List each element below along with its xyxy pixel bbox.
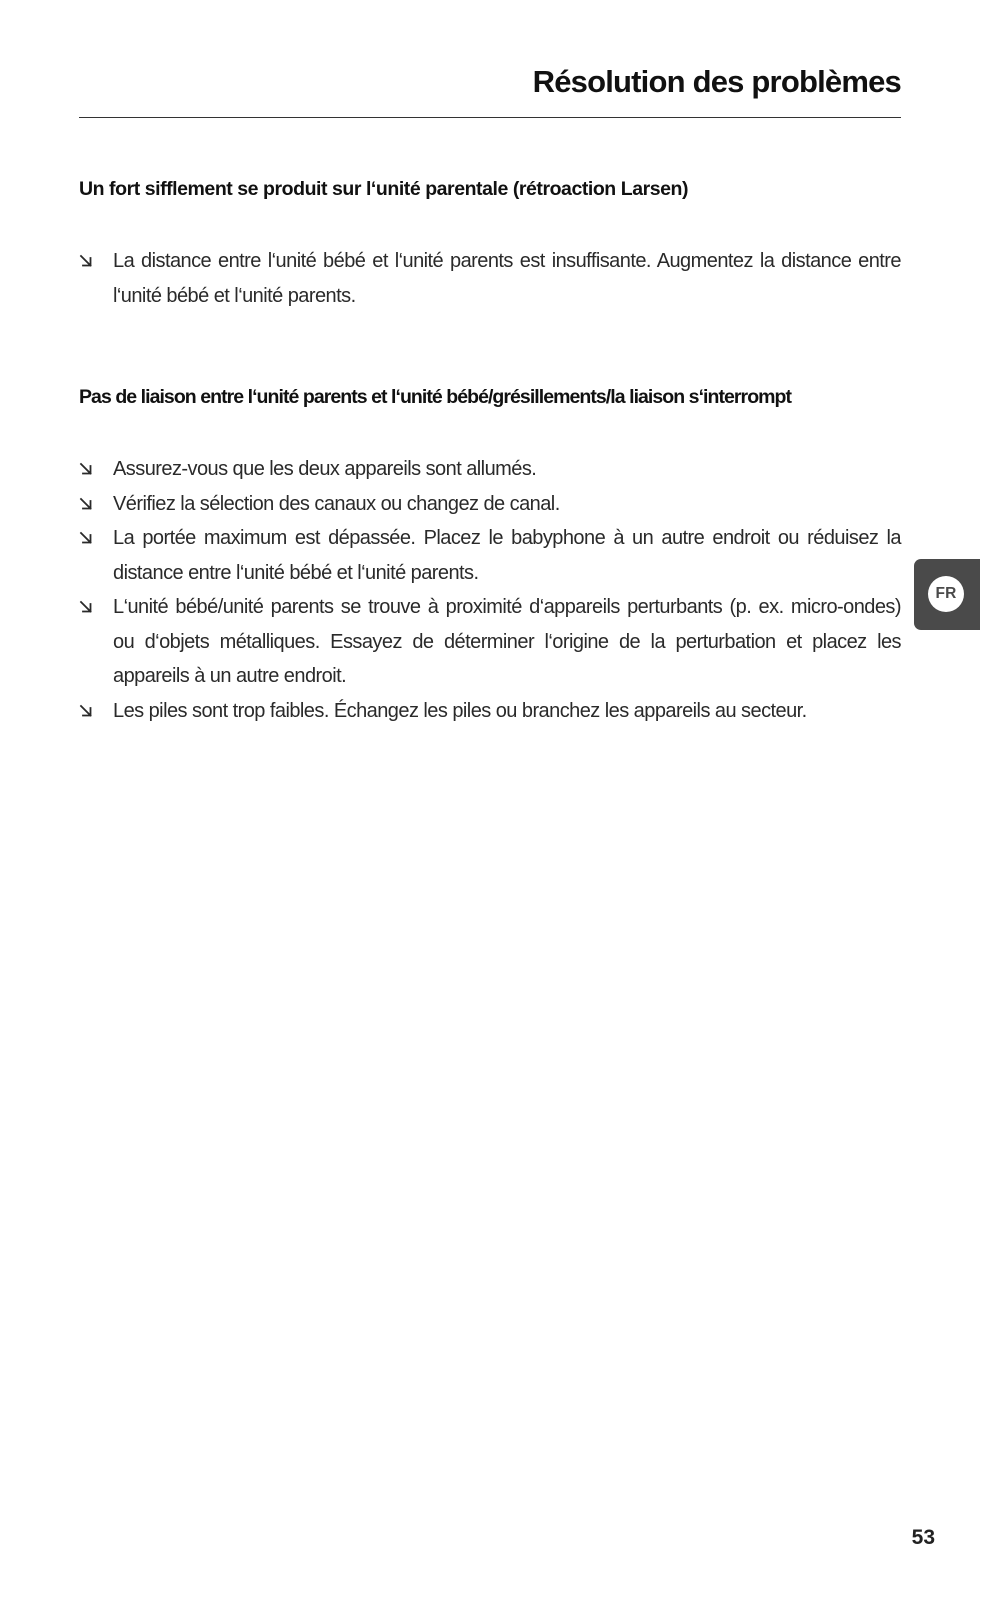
list-item-text: Assurez-vous que les deux appareils sont allumés. <box>113 458 537 480</box>
section-heading: Un fort sifflement se produit sur l‘unité parentale (rétroaction Larsen) <box>79 178 689 200</box>
list-item <box>79 521 901 590</box>
list-item-text: Les piles sont trop faibles. Échangez les piles ou branchez les appareils au secteur. <box>113 699 807 722</box>
list-item <box>79 590 901 694</box>
section-no-link <box>79 383 901 728</box>
page-number: 53 <box>911 1526 935 1549</box>
title-divider <box>79 117 901 118</box>
section-feedback <box>79 175 901 313</box>
bullet-list <box>79 452 901 728</box>
list-item-text: La distance entre l‘unité bébé et l‘unité parents est insuffisante. Augmentez la distance entre l‘unité bébé et l‘unité parents. <box>113 250 901 307</box>
arrow-down-right-icon <box>79 590 97 625</box>
arrow-down-right-icon <box>79 244 97 279</box>
list-item <box>79 452 901 487</box>
list-item <box>79 244 901 313</box>
language-label: FR <box>928 576 964 612</box>
language-tab <box>914 559 980 630</box>
page-title: Résolution des problèmes <box>532 64 901 99</box>
section-heading: Pas de liaison entre l‘unité parents et l‘unité bébé/grésillements/la liaison s‘interrompt <box>79 386 792 408</box>
list-item <box>79 487 901 522</box>
list-item-text: L‘unité bébé/unité parents se trouve à proximité d‘appareils perturbants (p. ex. micro-ondes) ou d‘objets métalliques. Essayez de déterminer l‘origine de la perturbation et placez les appareils à un autre endroit. <box>113 596 901 687</box>
arrow-down-right-icon <box>79 452 97 487</box>
arrow-down-right-icon <box>79 521 97 556</box>
list-item-text: La portée maximum est dépassée. Placez le babyphone à un autre endroit ou réduisez la distance entre l‘unité bébé et l‘unité parents. <box>113 527 901 584</box>
arrow-down-right-icon <box>79 487 97 522</box>
list-item-text: Vérifiez la sélection des canaux ou changez de canal. <box>113 492 560 515</box>
list-item <box>79 694 901 729</box>
bullet-list <box>79 244 901 313</box>
arrow-down-right-icon <box>79 694 97 729</box>
